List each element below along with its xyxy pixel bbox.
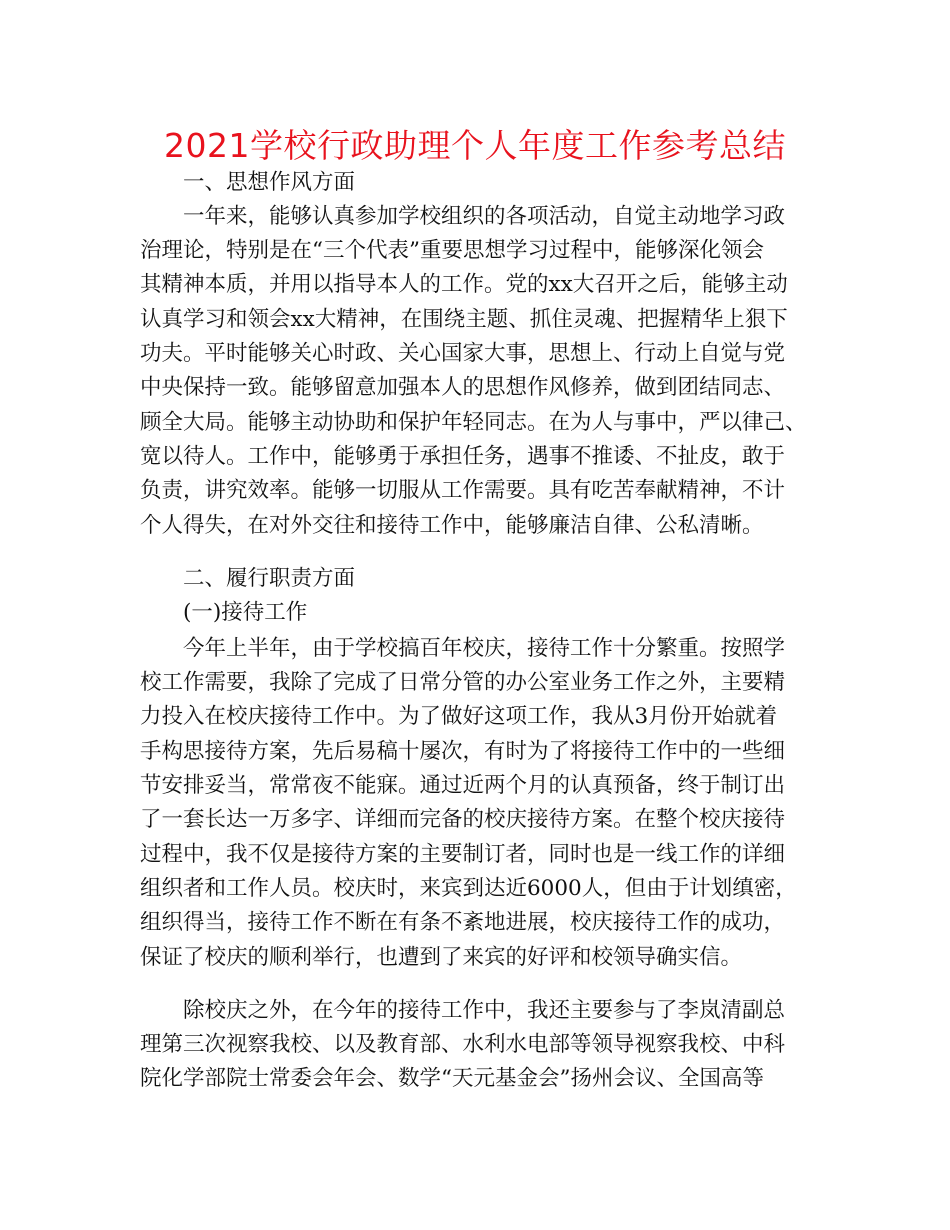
paragraph-line: 过程中，我不仅是接待方案的主要制订者，同时也是一线工作的详细	[140, 842, 786, 867]
paragraph-line: 宽以待人。工作中，能够勇于承担任务，遇事不推诿、不扯皮，敢于	[140, 444, 786, 469]
paragraph-line: 组织得当，接待工作不断在有条不紊地进展，校庆接待工作的成功，	[140, 910, 786, 935]
paragraph-line: 顾全大局。能够主动协助和保护年轻同志。在为人与事中，严以律己、	[140, 410, 807, 435]
subsection-heading: (一)接待工作	[183, 600, 308, 625]
paragraph-line: 个人得失，在对外交往和接待工作中，能够廉洁自律、公私清晰。	[140, 513, 764, 538]
paragraph-line: 组织者和工作人员。校庆时，来宾到达近6000人，但由于计划缜密，	[140, 876, 797, 901]
paragraph-line: 今年上半年，由于学校搞百年校庆，接待工作十分繁重。按照学	[183, 636, 786, 661]
section-heading-1: 一、思想作风方面	[183, 170, 356, 195]
paragraph-line: 除校庆之外，在今年的接待工作中，我还主要参与了李岚清副总	[183, 998, 786, 1023]
paragraph-line: 理第三次视察我校、以及教育部、水利水电部等领导视察我校、中科	[140, 1032, 786, 1057]
paragraph-line: 治理论，特别是在“三个代表”重要思想学习过程中，能够深化领会	[140, 238, 764, 263]
paragraph-line: 保证了校庆的顺利举行，也遭到了来宾的好评和校领导确实信。	[140, 945, 743, 970]
paragraph-line: 校工作需要，我除了完成了日常分管的办公室业务工作之外，主要精	[140, 670, 786, 695]
paragraph-line: 了一套长达一万多字、详细而完备的校庆接待方案。在整个校庆接待	[140, 807, 786, 832]
paragraph-line: 节安排妥当，常常夜不能寐。通过近两个月的认真预备，终于制订出	[140, 773, 786, 798]
paragraph-line: 手构思接待方案，先后易稿十屡次，有时为了将接待工作中的一些细	[140, 739, 786, 764]
paragraph-line: 力投入在校庆接待工作中。为了做好这项工作，我从3月份开始就着	[140, 704, 778, 729]
paragraph-line: 其精神本质，并用以指导本人的工作。党的xx大召开之后，能够主动	[140, 272, 788, 297]
paragraph-line: 认真学习和领会xx大精神，在围绕主题、抓住灵魂、把握精华上狠下	[140, 307, 788, 332]
paragraph-line: 中央保持一致。能够留意加强本人的思想作风修养，做到团结同志、	[140, 375, 786, 400]
paragraph-line: 一年来，能够认真参加学校组织的各项活动，自觉主动地学习政	[183, 204, 786, 229]
document-title: 2021学校行政助理个人年度工作参考总结	[164, 126, 786, 165]
section-heading-2: 二、履行职责方面	[183, 566, 356, 591]
paragraph-line: 院化学部院士常委会年会、数学“天元基金会”扬州会议、全国高等	[140, 1066, 764, 1091]
paragraph-line: 功夫。平时能够关心时政、关心国家大事，思想上、行动上自觉与党	[140, 341, 786, 366]
paragraph-line: 负责，讲究效率。能够一切服从工作需要。具有吃苦奉献精神，不计	[140, 478, 786, 503]
